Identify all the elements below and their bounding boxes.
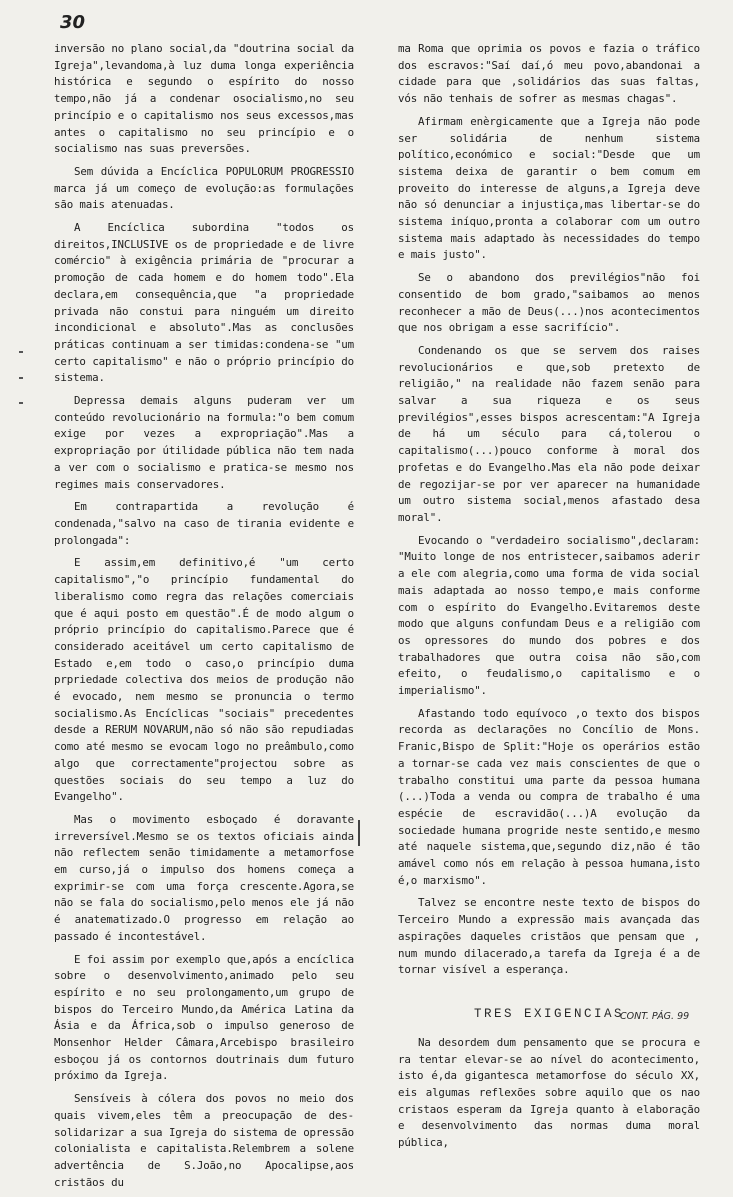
left-column: [54, 41, 354, 1197]
margin-mark: [19, 377, 23, 379]
paragraph: inversão no plano social,da "doutrina social da Igreja",levandoma,à luz duma longa experiência histórica e segundo o espírito do nosso tempo,não já a condenar osocialismo,no seu princípio e o capitalismo nos seus excessos,mas antes o capitalismo no seu princípio e o socialismo nas suas preversões.: [54, 42, 354, 156]
paragraph: Afastando todo equívoco ,o texto dos bispos recorda as declarações no Concílio de Mons. Franic,Bispo de Split:"Hoje os operários estão a tornar-se cada vez mais conscientes de que o trabalho constitui uma parte da pessoa humana (...)Toda a venda ou compra de trabalho é uma espécie de escravidão(...)A evolução da sociedade humana progride neste sentido,e mesmo até naquele sistema,que,segundo diz,não é tão amável como nós em relação à pessoa humana,isto é,o marxismo".: [398, 706, 700, 887]
margin-mark: [19, 351, 23, 353]
paragraph: A Encíclica subordina "todos os direitos,INCLUSIVE os de propriedade e de livre comércio" à exigência primária de "procurar a promoção de cada homem e do homem todo".Ela declara,em consequência,que "a propriedade privada não constui para ninguém um direito incondicional e absoluto".Mas as conclusões práticas continuam a ser timidas:condena-se "um certo capitalismo" e não o próprio princípio do sistema.: [54, 221, 354, 385]
page-number: 30: [60, 12, 86, 33]
paragraph: Afirmam enèrgicamente que a Igreja não pode ser solidária de nenhum sistema político,económico e social:"Desde que um sistema deixa de garantir o bem comum em proveito do interesse de alguns,a Igreja deve não só denunciar a injustiça,mas libertar-se do sistema iníquo,pronta a colaborar com um outro sistema mais adaptado às necessidades do tempo e mais justo".: [398, 114, 700, 262]
column-rule-mark: [358, 820, 360, 846]
paragraph: E assim,em definitivo,é "um certo capitalismo","o princípio fundamental do liberalismo como regra das relações comerciais que é aqui posto em questão".É de modo algum o próprio princípio do capitalismo.Parece que é considerado aceitável um certo capitalismo de Estado e,em todo o caso,o princípio duma prpriedade colectiva dos meios de produção não é evocado, nem mesmo se pronuncia o termo socialismo.As Encíclicas "sociais" precedentes desde a RERUM NOVARUM,não só não são repudiadas como até mesmo se evocam logo no preâmbulo,como algo que correctamente"projectou sobre as questões sociais do seu tempo a luz do Evangelho".: [54, 556, 354, 804]
paragraph: Talvez se encontre neste texto de bispos do Terceiro Mundo a expressão mais avançada das aspirações daqueles cristãos que pensam que , num mundo dilacerado,a tarefa da Igreja é a de tornar visível a esperança.: [398, 896, 700, 977]
paragraph: Sensíveis à cólera dos povos no meio dos quais vivem,eles têm a preocupação de des-solidarizar a sua Igreja do sistema de opressão colonialista e capitalista.Relembrem a solene advertência de S.João,no Apocalipse,aos cristãos du: [54, 1092, 354, 1189]
section-heading: TRES EXIGENCIAS: [473, 1006, 625, 1021]
paragraph: Mas o movimento esboçado é doravante irreversível.Mesmo se os textos oficiais ainda não reflectem senão timidamente a metamorfose em curso,já o impulso dos homens começa a exprimir-se com uma força crescente.Agora,se não se fala do socialismo,pelo menos ele já não é anatematizado.O progresso em relação ao passado é incontestável.: [54, 812, 354, 943]
paragraph: Condenando os que se servem dos raises revolucionários e que,sob pretexto de religião," na realidade não fazem senão para salvar a sua riqueza e os seus previlégios",esses bispos acrescentam:"A Igreja de há um século para cá,tolerou o capitalismo(...)pouco conforme à moral dos profetas e do Evangelho.Mas ela não pode deixar de regozijar-se por ver aparecer na humanidade um outro sistema social,menos afastado desa moral".: [398, 343, 700, 524]
right-column: [398, 41, 700, 1158]
paragraph: Evocando o "verdadeiro socialismo",declaram: "Muito longe de nos entristecer,saibamos aderir a ele com alegria,como uma forma de vida social mais adaptada ao nosso tempo,e mais conforme com o espírito do Evangelho.Evitaremos deste modo que alguns confundam Deus e a religião com os opressores do mundo dos pobres e dos trabalhadores que outra coisa não são,com efeito, o feudalismo,o capitalismo e o imperialismo".: [398, 533, 700, 698]
paragraph: Em contrapartida a revolução é condenada,"salvo na caso de tirania evidente e prolongada":: [54, 500, 354, 547]
paragraph: E foi assim por exemplo que,após a encíclica sobre o desenvolvimento,animado pelo seu espírito e no seu prolongamento,um grupo de bispos do Terceiro Mundo,da América Latina da Ásia e da África,sob o impulso generoso de Monsenhor Helder Câmara,Arcebispo brasileiro esboçou já os contornos doutrinais dum futuro próximo da Igreja.: [54, 952, 354, 1083]
continuation-note: CONT. PÁG. 99: [620, 1011, 690, 1022]
paragraph: Se o abandono dos previlégios"não foi consentido de bom grado,"saibamos ao menos reconhecer a mão de Deus(...)nos acontecimentos que nos obrigam a esse sacrifício".: [398, 271, 700, 335]
paragraph: ma Roma que oprimia os povos e fazia o tráfico dos escravos:"Saí daí,ó meu povo,abandonai a cidade para que ,solidários das suas faltas, vós não tenhais de sofrer as mesmas chagas".: [398, 42, 700, 106]
paragraph: Depressa demais alguns puderam ver um conteúdo revolucionário na formula:"o bem comum exige por vezes a expropriação".Mas a expropriação por útilidade pública não tem nada a ver com o socialismo e pratica-se mesmo nos regimes mais conservadores.: [54, 394, 354, 491]
margin-mark: [19, 402, 23, 404]
section-paragraph: Na desordem dum pensamento que se procura e ra tentar elevar-se ao nível do acontecimento, isto é,da gigantesca metamorfose do século XX, eis algumas reflexões sobre aquilo que os nao cristaos esperam da Igreja quanto à elaboração e desenvolvimento das normas duma moral pública,: [398, 1035, 700, 1150]
paragraph: Sem dúvida a Encíclica POPULORUM PROGRESSIO marca já um começo de evolução:as formulações são mais atenuadas.: [54, 164, 354, 212]
